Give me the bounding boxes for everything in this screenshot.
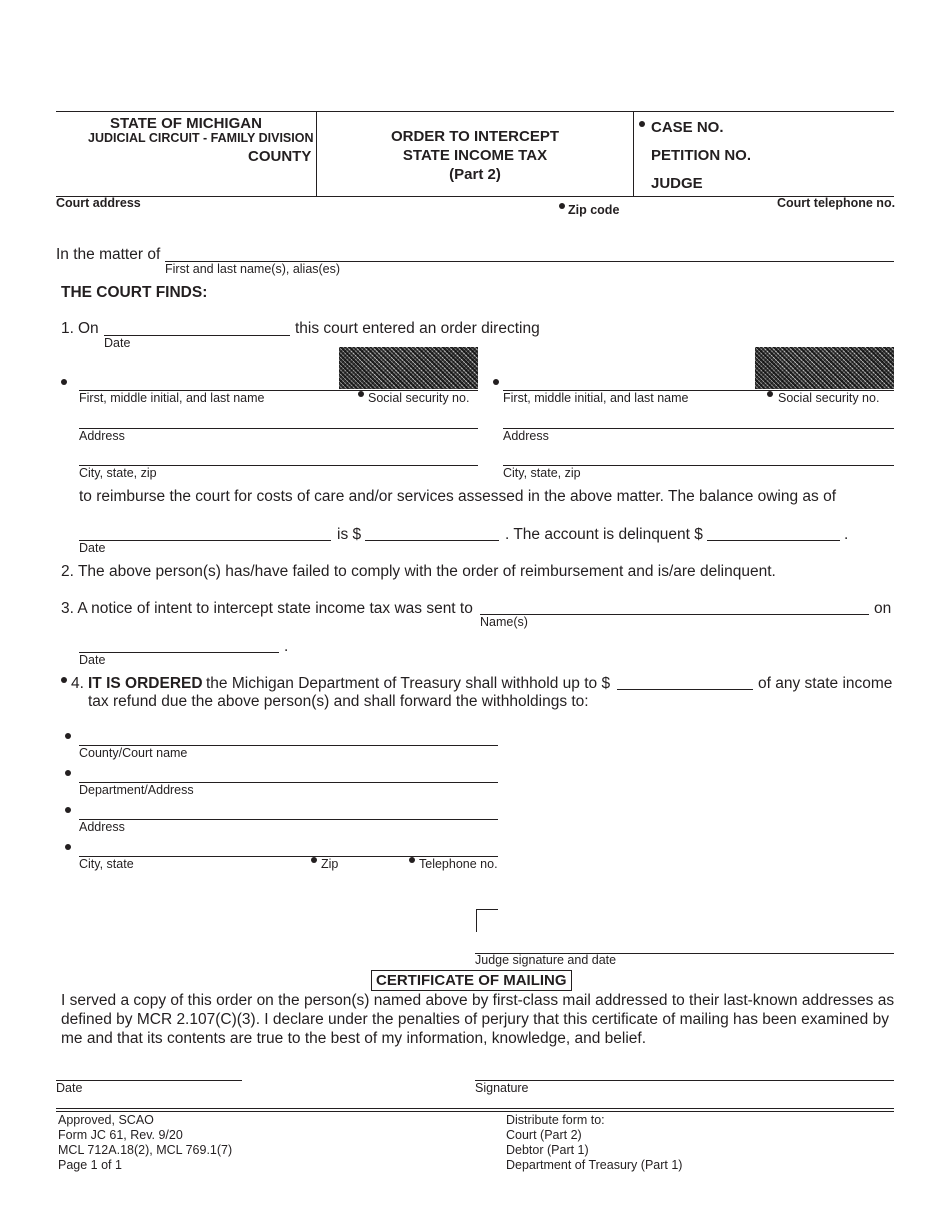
department-label: Department/Address [79,783,194,797]
county-court-label: County/Court name [79,746,188,760]
person2-name-label: First, middle initial, and last name [503,391,689,405]
item1-on: On [78,320,99,337]
person2-ssn-label: Social security no. [778,391,880,405]
certificate-title: CERTIFICATE OF MAILING [371,970,572,991]
person2-ssn-redacted [755,347,894,389]
footer-approved: Approved, SCAO [58,1113,154,1127]
item4-text3: tax refund due the above person(s) and shall forward the withholdings to: [88,693,589,710]
zip-bullet [311,857,317,863]
address-bullet [65,807,71,813]
dept-bullet [65,770,71,776]
balance-date-field[interactable] [79,540,331,541]
certificate-line3: me and that its contents are true to the best of my information, knowledge, and belief. [61,1030,647,1047]
person1-ssn-label: Social security no. [368,391,470,405]
footer-right [506,1113,682,1173]
certificate-date-field[interactable] [56,1080,242,1081]
balance-is-label: is $ [337,526,362,543]
judge-label: JUDGE [651,175,703,192]
footer-rule-bottom [56,1111,894,1112]
footer-page: Page 1 of 1 [58,1158,122,1172]
court-telephone-label: Court telephone no. [777,196,896,210]
reimburse-text: to reimburse the court for costs of care and/or services assessed in the above matter. The balance owing as of [79,488,837,505]
footer-left [58,1113,232,1173]
person1-ssn-redacted [339,347,478,389]
balance-amount-field[interactable] [365,540,499,541]
person1-bullet [61,379,67,385]
forward-telephone-label: Telephone no. [419,857,498,871]
case-no-bullet [639,121,645,127]
delinquent-period: . [844,526,849,543]
header-divider-right [633,111,634,196]
certificate-text [61,991,894,1048]
certificate-signature-label: Signature [475,1081,529,1095]
person2-ssn-bullet [767,391,773,397]
person1-address-field[interactable] [79,428,478,429]
item1-date-field[interactable] [104,335,290,336]
footer-treasury: Department of Treasury (Part 1) [506,1158,683,1172]
county-label: COUNTY [248,148,312,165]
item1-text: this court entered an order directing [295,320,540,337]
zip-code-bullet [559,203,565,209]
forward-zip-label: Zip [321,857,339,871]
item3-names-field[interactable] [480,614,869,615]
forward-address-label: Address [79,820,125,834]
person2-address-field[interactable] [503,428,894,429]
forward-city-label: City, state [79,857,134,871]
footer-rule-top [56,1108,894,1109]
court-address-label: Court address [56,196,141,210]
item4-text1: the Michigan Department of Treasury shall withhold up to $ [206,675,611,692]
court-finds-heading: THE COURT FINDS: [61,284,208,301]
matter-label: In the matter of [56,246,161,263]
case-no-label: CASE NO. [651,119,724,136]
item4-ordered: IT IS ORDERED [88,675,203,692]
item3-on: on [874,600,892,617]
forward-address-field[interactable] [79,819,498,820]
circuit-label: JUDICIAL CIRCUIT - FAMILY DIVISION [88,131,314,145]
telephone-bullet [409,857,415,863]
certificate-signature-field[interactable] [475,1080,894,1081]
county-bullet [65,733,71,739]
petition-no-label: PETITION NO. [651,147,752,164]
balance-date-label: Date [79,541,106,555]
footer-court: Court (Part 2) [506,1128,582,1142]
signature-corner-side [476,909,477,932]
item1-date-label: Date [104,336,131,350]
signature-corner-top [476,909,498,910]
form-title-line1: ORDER TO INTERCEPT [390,128,560,145]
delinquent-text: . The account is delinquent $ [505,526,703,543]
item4-number: 4. [71,675,84,692]
form-title-line2: STATE INCOME TAX [402,147,548,164]
certificate-date-label: Date [56,1081,83,1095]
item4-bullet [61,677,67,683]
item3-text: 3. A notice of intent to intercept state income tax was sent to [61,600,473,617]
person2-bullet [493,379,499,385]
footer-distribute: Distribute form to: [506,1113,605,1127]
footer-debtor: Debtor (Part 1) [506,1143,589,1157]
certificate-line1: I served a copy of this order on the person(s) named above by first-class mail addressed to their last-known addresses as [61,992,895,1009]
state-name: STATE OF MICHIGAN [110,115,262,132]
item3-period: . [284,638,289,655]
person2-city-label: City, state, zip [503,466,581,480]
item2-text: 2. The above person(s) has/have failed to comply with the order of reimbursement and is/are delinquent. [61,563,776,580]
person1-ssn-bullet [358,391,364,397]
delinquent-amount-field[interactable] [707,540,840,541]
person1-name-label: First, middle initial, and last name [79,391,265,405]
footer-mcl: MCL 712A.18(2), MCL 769.1(7) [58,1143,233,1157]
item3-names-label: Name(s) [480,615,528,629]
judge-signature-label: Judge signature and date [475,953,617,967]
footer-form: Form JC 61, Rev. 9/20 [58,1128,183,1142]
zip-code-label: Zip code [568,203,620,217]
person1-city-label: City, state, zip [79,466,157,480]
item1-number: 1. [61,320,74,337]
person1-address-label: Address [79,429,125,443]
person2-address-label: Address [503,429,549,443]
item4-text2: of any state income [758,675,893,692]
certificate-line2: defined by MCR 2.107(C)(3). I declare under the penalties of perjury that this certificate of mailing has been examined by [61,1011,889,1028]
matter-name-sublabel: First and last name(s), alias(es) [165,262,341,276]
city-bullet [65,844,71,850]
item3-date-field[interactable] [79,652,279,653]
item4-amount-field[interactable] [617,689,753,690]
item3-date-label: Date [79,653,106,667]
form-title-line3: (Part 2) [449,166,501,183]
header-bottom-rule [56,196,894,197]
form-title [317,127,633,184]
header-top-rule [56,111,894,112]
